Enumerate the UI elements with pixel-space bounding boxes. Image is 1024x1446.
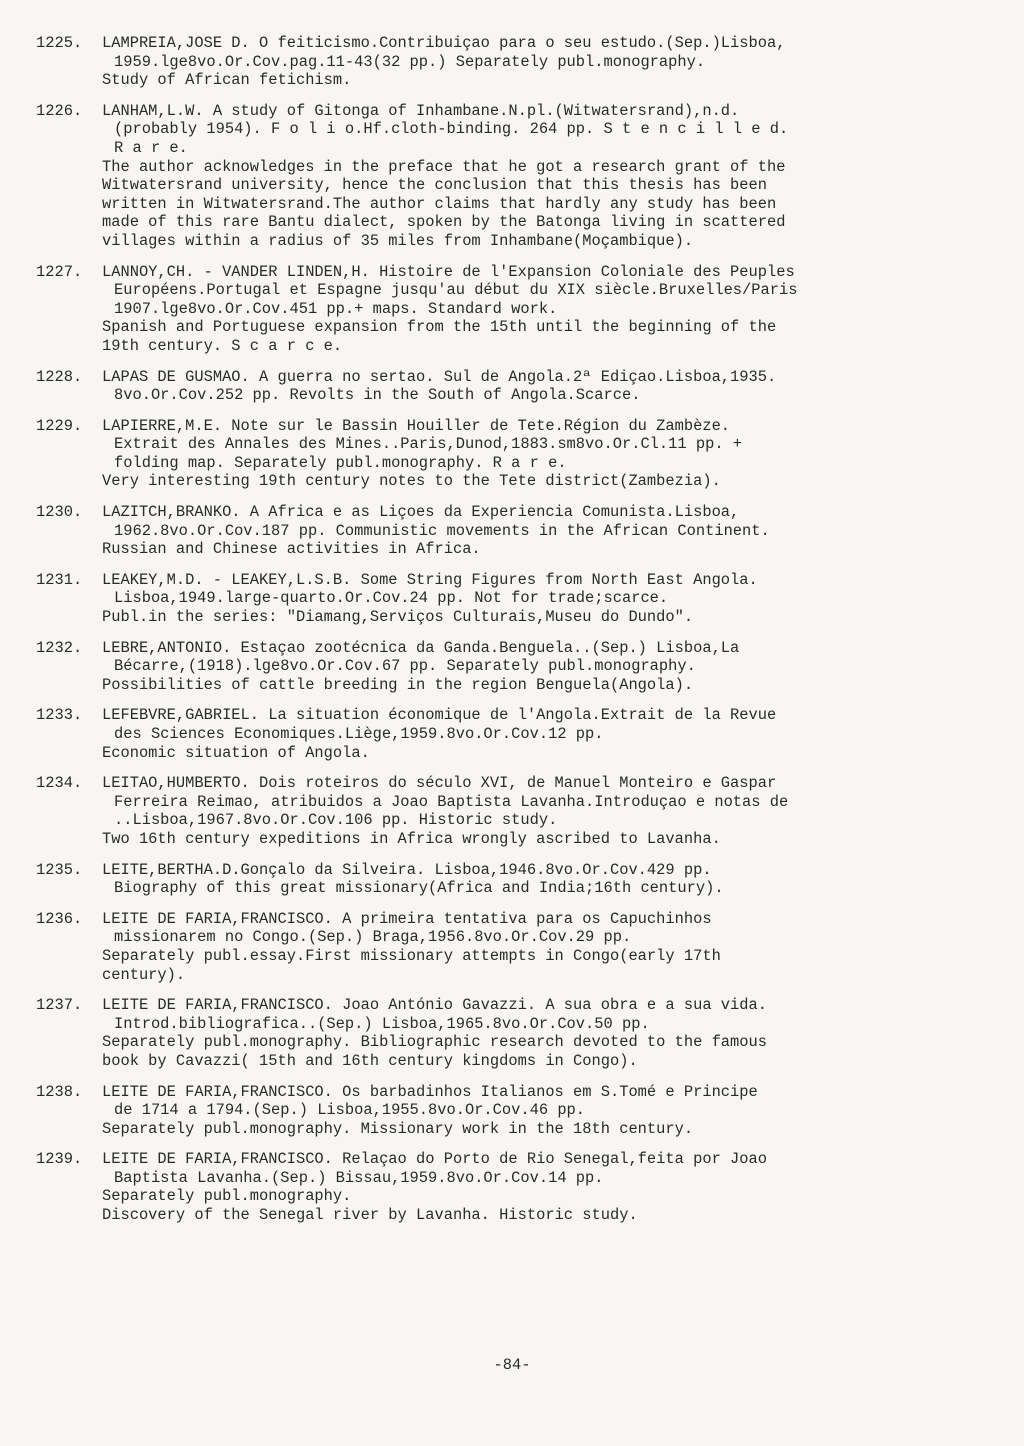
entry-number: 1233. [36,706,83,725]
entry-line: Very interesting 19th century notes to the Tete district(Zambezia). [102,472,721,491]
entry-line: Separately publ.essay.First missionary attempts in Congo(early 17th [102,946,721,965]
entry-line: Witwatersrand university, hence the conclusion that this thesis has been [102,176,767,195]
catalogue-entry [36,1150,954,1224]
entry-line: 1959.lge8vo.Or.Cov.pag.11-43(32 pp.) Separately publ.monography. [114,52,706,71]
entry-line: book by Cavazzi( 15th and 16th century kingdoms in Congo). [102,1051,638,1070]
entry-line: Européens.Portugal et Espagne jusqu'au début du XIX siècle.Bruxelles/Paris [114,281,798,300]
entry-line: 1907.lge8vo.Or.Cov.451 pp.+ maps. Standard work. [114,299,558,318]
entry-line: Biography of this great missionary(Africa and India;16th century). [114,879,724,898]
entry-number: 1232. [36,638,83,657]
entry-number: 1227. [36,262,83,281]
entry-line: Ferreira Reimao, atribuidos a Joao Baptista Lavanha.Introduçao e notas de [114,792,789,811]
entry-number: 1235. [36,860,83,879]
catalogue-entry [36,996,954,1070]
entry-number: 1238. [36,1082,83,1101]
entry-number: 1225. [36,34,83,52]
catalogue-entry [36,417,954,491]
catalogue-entry [36,503,954,559]
entry-line: LANNOY,CH. - VANDER LINDEN,H. Histoire de l'Expansion Coloniale des Peuples [102,262,795,281]
entry-line: Economic situation of Angola. [102,743,370,762]
entry-line: LANHAM,L.W. A study of Gitonga of Inhambane.N.pl.(Witwatersrand),n.d. [102,101,740,120]
entry-number: 1226. [36,101,83,120]
entry-line: R a r e. [114,138,188,157]
entry-line: LAMPREIA,JOSE D. O feiticismo.Contribuiçao para o seu estudo.(Sep.)Lisboa, [102,34,786,52]
entry-number: 1229. [36,416,83,435]
entry-line: Baptista Lavanha.(Sep.) Bissau,1959.8vo.Or.Cov.14 pp. [114,1168,604,1187]
entry-line: LEBRE,ANTONIO. Estaçao zootécnica da Ganda.Benguela..(Sep.) Lisboa,La [102,638,740,657]
entry-line: Publ.in the series: "Diamang,Serviços Culturais,Museu do Dundo". [102,608,694,627]
catalogue-entry [36,774,954,848]
catalogue-entry [36,639,954,695]
entry-number: 1237. [36,996,83,1015]
catalogue-entry [36,263,954,356]
catalogue-entry [36,571,954,627]
catalogue-entry [36,910,954,984]
entry-line: Possibilities of cattle breeding in the region Benguela(Angola). [102,675,694,694]
entry-line: LEITE DE FARIA,FRANCISCO. Relaçao do Porto de Rio Senegal,feita por Joao [102,1150,767,1169]
entry-line: LEITE DE FARIA,FRANCISCO. A primeira tentativa para os Capuchinhos [102,909,712,928]
entry-line: Two 16th century expeditions in Africa wrongly ascribed to Lavanha. [102,829,721,848]
entry-number: 1236. [36,909,83,928]
catalogue-entry [36,102,954,251]
entry-line: Discovery of the Senegal river by Lavanha. Historic study. [102,1206,638,1225]
entry-line: villages within a radius of 35 miles from Inhambane(Moçambique). [102,231,694,250]
entry-line: Bécarre,(1918).lge8vo.Or.Cov.67 pp. Separately publ.monography. [114,657,696,676]
entry-number: 1231. [36,570,83,589]
entry-number: 1234. [36,774,83,793]
entry-line: Study of African fetichism. [102,71,352,90]
entry-line: century). [102,965,186,984]
entry-line: made of this rare Bantu dialect, spoken by the Batonga living in scattered [102,213,786,232]
entry-list [36,34,954,1225]
catalogue-entry [36,34,954,90]
catalogue-entry [36,1083,954,1139]
entry-line: 8vo.Or.Cov.252 pp. Revolts in the South of Angola.Scarce. [114,386,641,405]
catalogue-entry [36,861,954,898]
entry-line: Introd.bibliografica..(Sep.) Lisboa,1965.8vo.Or.Cov.50 pp. [114,1014,650,1033]
entry-line: Separately publ.monography. Missionary work in the 18th century. [102,1119,694,1138]
entry-number: 1228. [36,367,83,386]
entry-line: LEFEBVRE,GABRIEL. La situation économique de l'Angola.Extrait de la Revue [102,706,777,725]
entry-line: 19th century. S c a r c e. [102,336,343,355]
entry-line: Separately publ.monography. [102,1187,352,1206]
entry-number: 1230. [36,503,83,522]
entry-number: 1239. [36,1150,83,1169]
entry-line: (probably 1954). F o l i o.Hf.cloth-binding. 264 pp. S t e n c i l l e d. [114,120,789,139]
entry-line: Russian and Chinese activities in Africa. [102,540,481,559]
entry-line: LEITE,BERTHA.D.Gonçalo da Silveira. Lisboa,1946.8vo.Or.Cov.429 pp. [102,860,712,879]
entry-line: LAPAS DE GUSMAO. A guerra no sertao. Sul de Angola.2ª Ediçao.Lisboa,1935. [102,367,777,386]
page-number: -84- [493,1356,531,1374]
entry-line: The author acknowledges in the preface that he got a research grant of the [102,157,786,176]
entry-line: LAZITCH,BRANKO. A Africa e as Liçoes da Experiencia Comunista.Lisboa, [102,503,740,522]
entry-line: 1962.8vo.Or.Cov.187 pp. Communistic movements in the African Continent. [114,521,770,540]
entry-line: des Sciences Economiques.Liège,1959.8vo.Or.Cov.12 pp. [114,725,604,743]
entry-line: Extrait des Annales des Mines..Paris,Dunod,1883.sm8vo.Or.Cl.11 pp. + [114,435,743,454]
entry-line: LEITE DE FARIA,FRANCISCO. Os barbadinhos Italianos em S.Tomé e Principe [102,1082,758,1101]
entry-line: Lisboa,1949.large-quarto.Or.Cov.24 pp. Not for trade;scarce. [114,589,669,608]
entry-line: LEAKEY,M.D. - LEAKEY,L.S.B. Some String Figures from North East Angola. [102,570,758,589]
entry-line: LAPIERRE,M.E. Note sur le Bassin Houiller de Tete.Région du Zambèze. [102,416,731,435]
entry-line: Separately publ.monography. Bibliographic research devoted to the famous [102,1033,767,1052]
catalogue-entry [36,368,954,405]
entry-line: written in Witwatersrand.The author claims that hardly any study has been [102,194,777,213]
entry-line: LEITE DE FARIA,FRANCISCO. Joao António Gavazzi. A sua obra e a sua vida. [102,996,767,1015]
entry-line: Spanish and Portuguese expansion from the 15th until the beginning of the [102,318,777,337]
entry-line: de 1714 a 1794.(Sep.) Lisboa,1955.8vo.Or.Cov.46 pp. [114,1101,586,1120]
entry-line: LEITAO,HUMBERTO. Dois roteiros do século XVI, de Manuel Monteiro e Gaspar [102,774,777,793]
entry-line: folding map. Separately publ.monography. R a r e. [114,453,567,472]
entry-line: missionarem no Congo.(Sep.) Braga,1956.8vo.Or.Cov.29 pp. [114,928,632,947]
entry-line: ..Lisboa,1967.8vo.Or.Cov.106 pp. Historic study. [114,811,558,830]
catalogue-entry [36,706,954,762]
